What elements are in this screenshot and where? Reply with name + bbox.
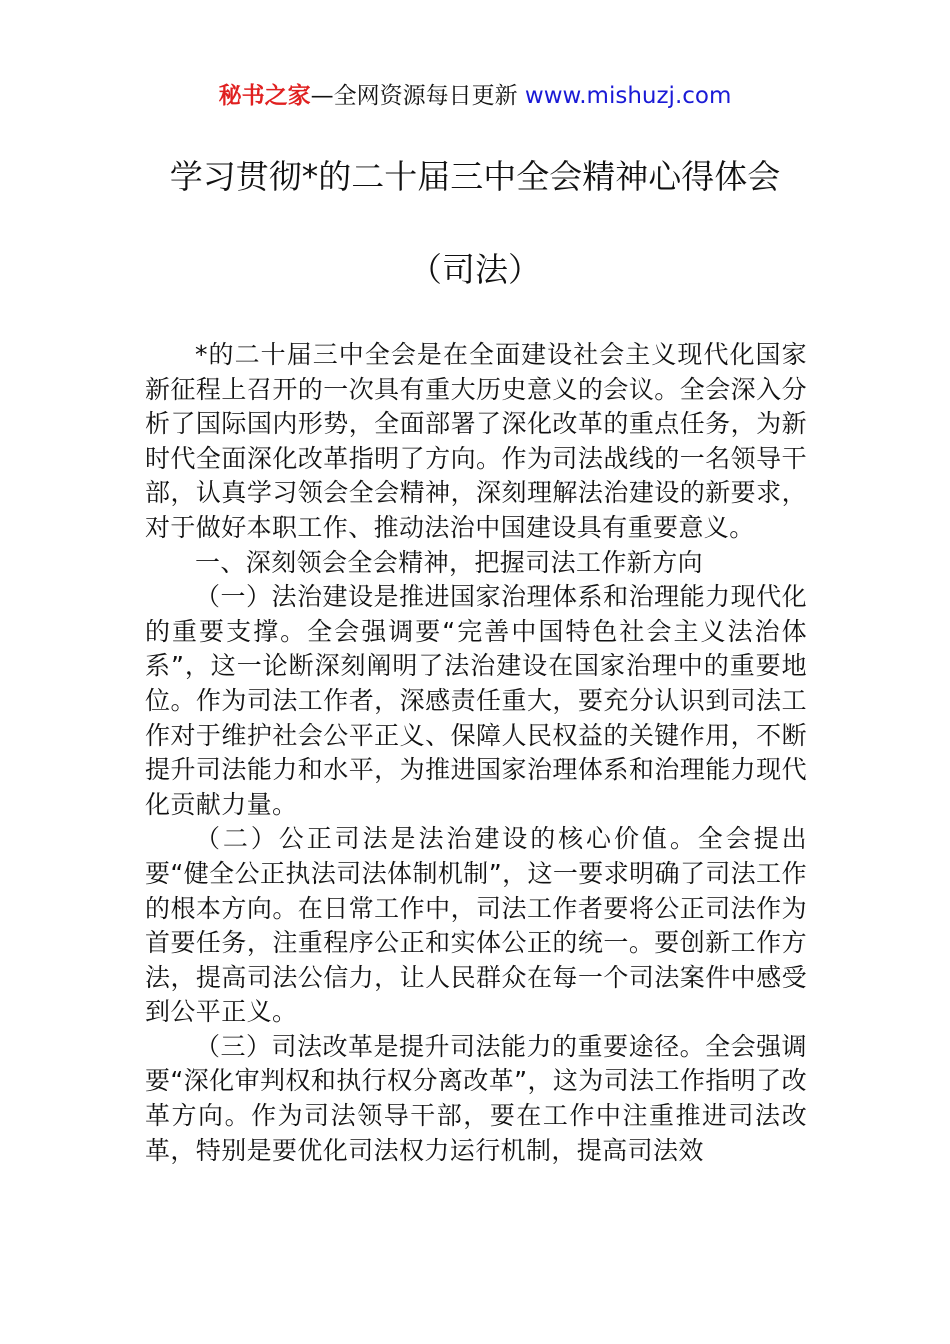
body-paragraph: （一）法治建设是推进国家治理体系和治理能力现代化的重要支撑。全会强调要“完善中国特色社会主义法治体系”，这一论断深刻阐明了法治建设在国家治理中的重要地位。作为司法工作者，深感责任重大，要充分认识到司法工作对于维护社会公平正义、保障人民权益的关键作用，不断提升司法能力和水平，为推进国家治理体系和治理能力现代化贡献力量。	[145, 582, 807, 819]
site-url-link[interactable]: www.mishuzj.com	[524, 83, 732, 109]
intro-paragraph: *的二十届三中全会是在全面建设社会主义现代化国家新征程上召开的一次具有重大历史意义的会议。全会深入分析了国际国内形势，全面部署了深化改革的重点任务，为新时代全面深化改革指明了方向。作为司法战线的一名领导干部，认真学习领会全会精神，深刻理解法治建设的新要求，对于做好本职工作、推动法治中国建设具有重要意义。	[145, 340, 807, 542]
document-title: 学习贯彻*的二十届三中全会精神心得体会	[169, 157, 781, 196]
document-body	[145, 338, 807, 1168]
site-header	[0, 80, 950, 112]
body-paragraph: （三）司法改革是提升司法能力的重要途径。全会强调要“深化审判权和执行权分离改革”，这为司法工作指明了改革方向。作为司法领导干部，要在工作中注重推进司法改革，特别是要优化司法权力运行机制，提高司法效	[145, 1031, 807, 1165]
site-tagline: —全网资源每日更新	[310, 83, 525, 109]
document-subtitle: （司法）	[409, 250, 541, 289]
body-paragraph: （二）公正司法是法治建设的核心价值。全会提出要“健全公正执法司法体制机制”，这一要求明确了司法工作的根本方向。在日常工作中，司法工作者要将公正司法作为首要任务，注重程序公正和实体公正的统一。要创新工作方法，提高司法公信力，让人民群众在每一个司法案件中感受到公平正义。	[145, 824, 807, 1027]
site-brand: 秘书之家	[218, 83, 311, 109]
section-heading: 一、深刻领会全会精神，把握司法工作新方向	[195, 547, 704, 577]
